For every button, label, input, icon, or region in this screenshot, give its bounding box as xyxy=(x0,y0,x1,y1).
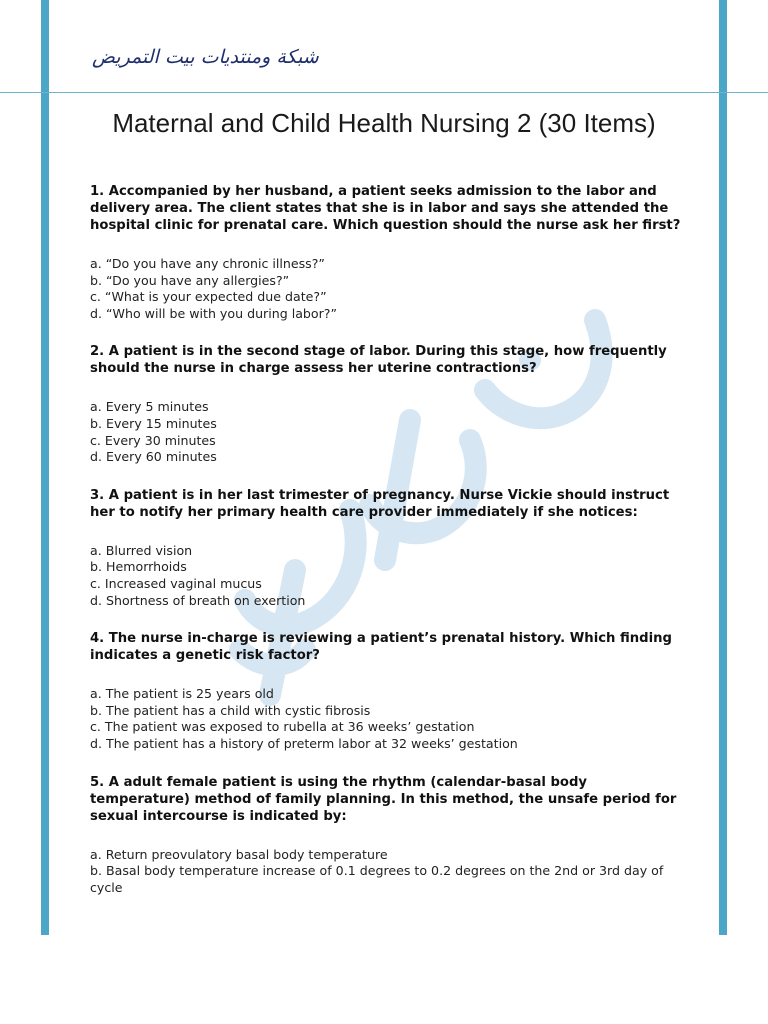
question-4 xyxy=(90,630,690,752)
answer-options xyxy=(90,399,690,465)
answer-option: b. Every 15 minutes xyxy=(90,415,217,431)
answer-option: a. “Do you have any chronic illness?” xyxy=(90,256,325,271)
answer-options xyxy=(90,847,690,897)
answer-option: a. Every 5 minutes xyxy=(90,399,209,415)
answer-option: d. “Who will be with you during labor?” xyxy=(90,305,338,321)
question-text: 3. A patient is in her last trimester of pregnancy. Nurse Vickie should instruct her to notify her primary health care provider immediately if she notices: xyxy=(90,487,670,520)
answer-option: b. “Do you have any allergies?” xyxy=(90,272,290,288)
answer-option: c. The patient was exposed to rubella at 36 weeks’ gestation xyxy=(90,719,475,735)
answer-option: c. Increased vaginal mucus xyxy=(90,575,262,591)
question-3 xyxy=(90,487,690,609)
right-accent-bar xyxy=(719,0,727,935)
site-header-arabic: شبكة ومنتديات بيت التمريض xyxy=(92,46,319,68)
answer-option: c. Every 30 minutes xyxy=(90,432,216,448)
question-text: 2. A patient is in the second stage of labor. During this stage, how frequently should the nurse in charge assess her uterine contractions? xyxy=(90,344,667,377)
answer-option: a. The patient is 25 years old xyxy=(90,686,274,702)
question-5 xyxy=(90,774,690,897)
answer-option: a. Return preovulatory basal body temperature xyxy=(90,846,388,862)
header-divider xyxy=(0,92,768,93)
answer-option: d. Shortness of breath on exertion xyxy=(90,592,306,608)
answer-option: d. Every 60 minutes xyxy=(90,449,217,465)
document-title: Maternal and Child Health Nursing 2 (30 Items) xyxy=(112,108,656,138)
answer-option: b. Basal body temperature increase of 0.1 degrees to 0.2 degrees on the 2nd or 3rd day of cycle xyxy=(90,863,664,895)
answer-options xyxy=(90,543,690,609)
answer-options xyxy=(90,256,690,322)
answer-option: b. Hemorrhoids xyxy=(90,559,187,575)
answer-option: b. The patient has a child with cystic fibrosis xyxy=(90,702,371,718)
answer-options xyxy=(90,686,690,752)
question-list xyxy=(90,183,690,917)
question-text: 1. Accompanied by her husband, a patient seeks admission to the labor and delivery area. The client states that she is in labor and says she attended the hospital clinic for prenatal care. Which question should the nurse ask her first? xyxy=(90,184,681,233)
question-2 xyxy=(90,343,690,465)
left-accent-bar xyxy=(41,0,49,935)
answer-option: d. The patient has a history of preterm labor at 32 weeks’ gestation xyxy=(90,735,518,751)
answer-option: a. Blurred vision xyxy=(90,542,193,558)
question-text: 4. The nurse in-charge is reviewing a patient’s prenatal history. Which finding indicates a genetic risk factor? xyxy=(90,631,672,664)
answer-option: c. “What is your expected due date?” xyxy=(90,289,327,305)
question-1 xyxy=(90,183,690,322)
question-text: 5. A adult female patient is using the rhythm (calendar-basal body temperature) method of family planning. In this method, the unsafe period for sexual intercourse is indicated by: xyxy=(90,774,677,824)
